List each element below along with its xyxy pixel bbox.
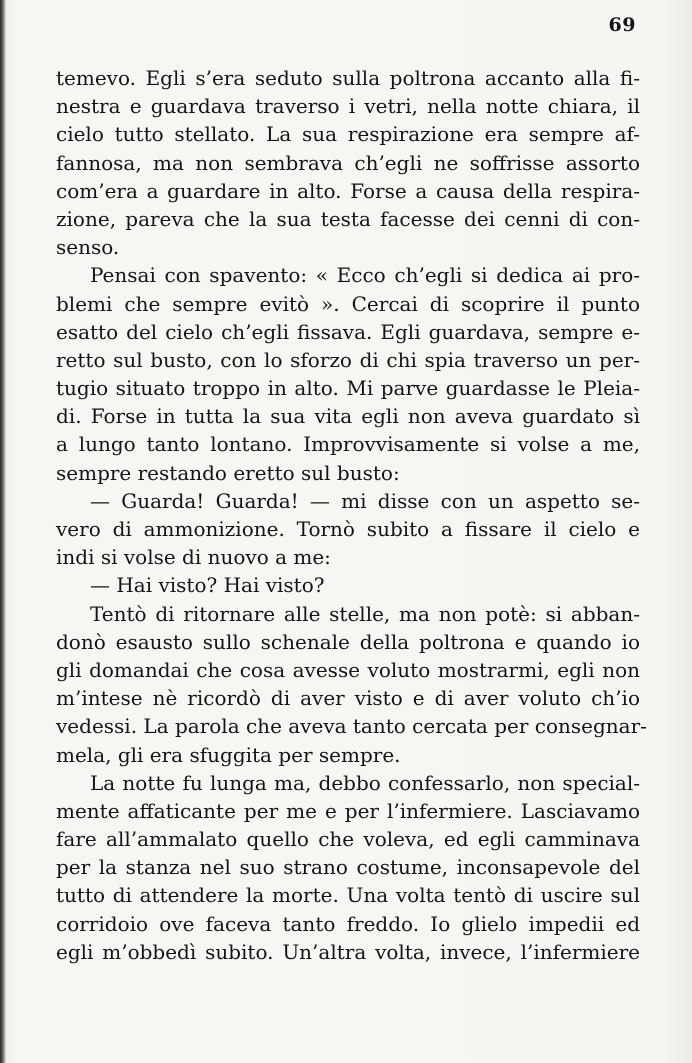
text-line: a lungo tanto lontano. Improvvisamente si volse a me, xyxy=(56,432,640,457)
text-line: cielo tutto stellato. La sua respirazione era sempre af- xyxy=(56,122,640,147)
text-line: com’era a guardare in alto. Forse a causa della respira- xyxy=(56,178,640,203)
text-line: egli m’obbedì subito. Un’altra volta, invece, l’infermiere xyxy=(56,939,640,964)
text-line: nestra e guardava traverso i vetri, nella notte chiara, il xyxy=(56,94,640,119)
text-line: Pensai con spavento: « Ecco ch’egli si dedica ai pro- xyxy=(90,263,640,288)
text-line: gli domandai che cosa avesse voluto mostrarmi, egli non xyxy=(56,657,640,682)
text-line: mente affaticante per me e per l’infermiere. Lasciavamo xyxy=(56,798,640,823)
text-line: blemi che sempre evitò ». Cercai di scoprire il punto xyxy=(56,291,640,316)
text-line: corridoio ove faceva tanto freddo. Io glielo impedii ed xyxy=(56,911,640,936)
text-line: m’intese nè ricordò di aver visto e di aver voluto ch’io xyxy=(56,686,640,711)
text-line: vero di ammonizione. Tornò subito a fissare il cielo e xyxy=(56,517,640,541)
text-line: — Guarda! Guarda! — mi disse con un aspetto se- xyxy=(90,488,640,513)
text-line: senso. xyxy=(56,235,120,260)
text-line: indi si volse di nuovo a me: xyxy=(56,545,331,570)
text-line: Tentò di ritornare alle stelle, ma non potè: si abban- xyxy=(90,601,640,626)
body-text xyxy=(56,64,647,966)
text-line: per la stanza nel suo strano costume, inconsapevole del xyxy=(56,855,640,880)
text-line: retto sul busto, con lo sforzo di chi spia traverso un per- xyxy=(56,347,640,372)
text-line: fare all’ammalato quello che voleva, ed egli camminava xyxy=(56,827,640,852)
text-line: zione, pareva che la sua testa facesse dei cenni di con- xyxy=(56,206,640,231)
text-line: fannosa, ma non sembrava ch’egli ne soffrisse assorto xyxy=(56,150,640,175)
text-line: donò esausto sullo schenale della poltrona e quando io xyxy=(56,629,640,654)
text-line: vedessi. La parola che aveva tanto cercata per consegnar- xyxy=(56,714,647,739)
text-line: sempre restando eretto sul busto: xyxy=(56,460,400,485)
text-line: di. Forse in tutta la sua vita egli non aveva guardato sì xyxy=(56,404,640,429)
text-line: tutto di attendere la morte. Una volta tentò di uscire sul xyxy=(56,883,640,908)
text-line: mela, gli era sfuggita per sempre. xyxy=(56,742,401,767)
text-line: tugio situato troppo in alto. Mi parve guardasse le Pleia- xyxy=(56,376,640,401)
page-number: 69 xyxy=(608,14,636,36)
text-line: temevo. Egli s’era seduto sulla poltrona accanto alla fi- xyxy=(56,66,640,90)
text-line: — Hai visto? Hai visto? xyxy=(90,573,325,598)
page-binding-edge xyxy=(0,0,6,1063)
text-line: La notte fu lunga ma, debbo confessarlo, non special- xyxy=(90,770,640,795)
text-line: esatto del cielo ch’egli fissava. Egli guardava, sempre e- xyxy=(56,319,640,344)
